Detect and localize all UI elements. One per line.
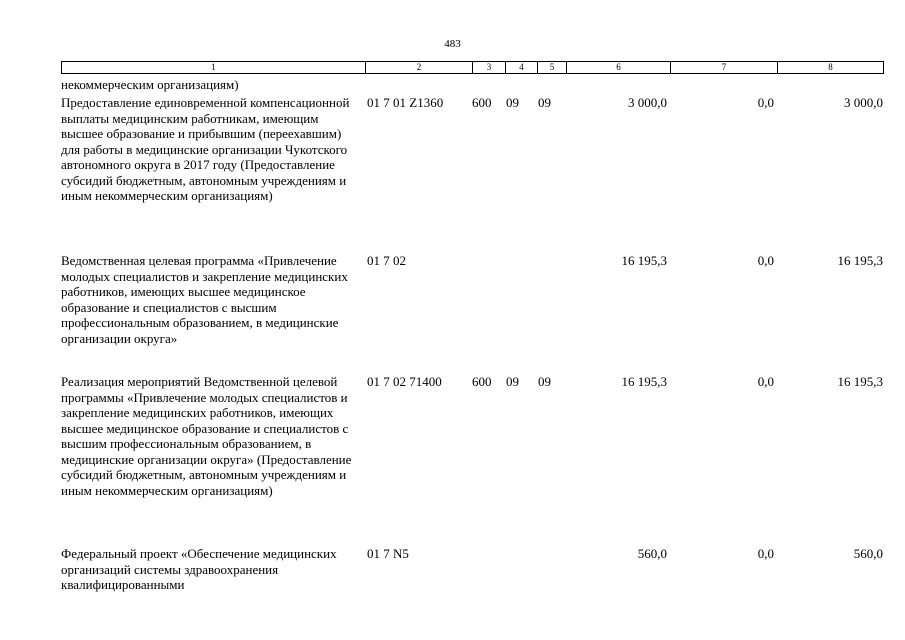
column-header: 4	[506, 62, 538, 74]
column-header: 1	[62, 62, 366, 74]
row-col7: 0,0	[757, 374, 774, 389]
row-col4: 09	[506, 374, 519, 389]
row-code: 01 7 N5	[367, 546, 409, 561]
row-col5: 09	[538, 374, 551, 389]
column-header: 6	[567, 62, 671, 74]
row-col6: 16 195,3	[621, 374, 667, 389]
column-header-row	[62, 62, 884, 74]
row-col7: 0,0	[757, 253, 774, 268]
row-col3: 600	[472, 95, 492, 110]
row-col6: 560,0	[637, 546, 667, 561]
column-header: 2	[366, 62, 473, 74]
row-name: Реализация мероприятий Ведомственной целевой программы «Привлечение молодых специалистов и закрепление медицинских работников, имеющих высшее медицинское образование и специалистов с высшим профессиональным образованием, в медицинские организации округа» (Предоставление субсидий бюджетным, автономным учреждениям и иным некоммерческим организациям)	[61, 374, 352, 498]
row-col6: 3 000,0	[628, 95, 667, 110]
row-name: Федеральный проект «Обеспечение медицинских организаций системы здравоохранения квалифицированными	[61, 546, 337, 592]
page-number: 483	[444, 38, 461, 50]
row-col3: 600	[472, 374, 492, 389]
row-col8: 560,0	[853, 546, 883, 561]
row-col8: 3 000,0	[844, 95, 883, 110]
column-header: 3	[473, 62, 506, 74]
row-name: Ведомственная целевая программа «Привлечение молодых специалистов и закрепление медицинских работников, имеющих высшее медицинское образование и специалистов с высшим профессиональным образованием, в медицинские организации округа»	[61, 253, 348, 346]
column-header: 5	[538, 62, 567, 74]
row-col8: 16 195,3	[837, 253, 883, 268]
row-col7: 0,0	[757, 95, 774, 110]
row-name: Предоставление единовременной компенсационной выплаты медицинским работникам, имеющим высшее образование и прибывшим (переехавшим) для работы в медицинские организации Чукотского автономного округа в 2017 году (Предоставление субсидий бюджетным, автономным учреждениям и иным некоммерческим организациям)	[61, 95, 350, 203]
row-col4: 09	[506, 95, 519, 110]
row-code: 01 7 02 71400	[367, 374, 442, 389]
row-col7: 0,0	[757, 546, 774, 561]
column-header-table	[61, 61, 884, 74]
row-code: 01 7 01 Z1360	[367, 95, 444, 110]
column-header: 7	[671, 62, 778, 74]
row-code: 01 7 02	[367, 253, 406, 268]
row-name: некоммерческим организациям)	[61, 77, 239, 92]
row-col6: 16 195,3	[621, 253, 667, 268]
column-header: 8	[778, 62, 884, 74]
row-col8: 16 195,3	[837, 374, 883, 389]
row-col5: 09	[538, 95, 551, 110]
